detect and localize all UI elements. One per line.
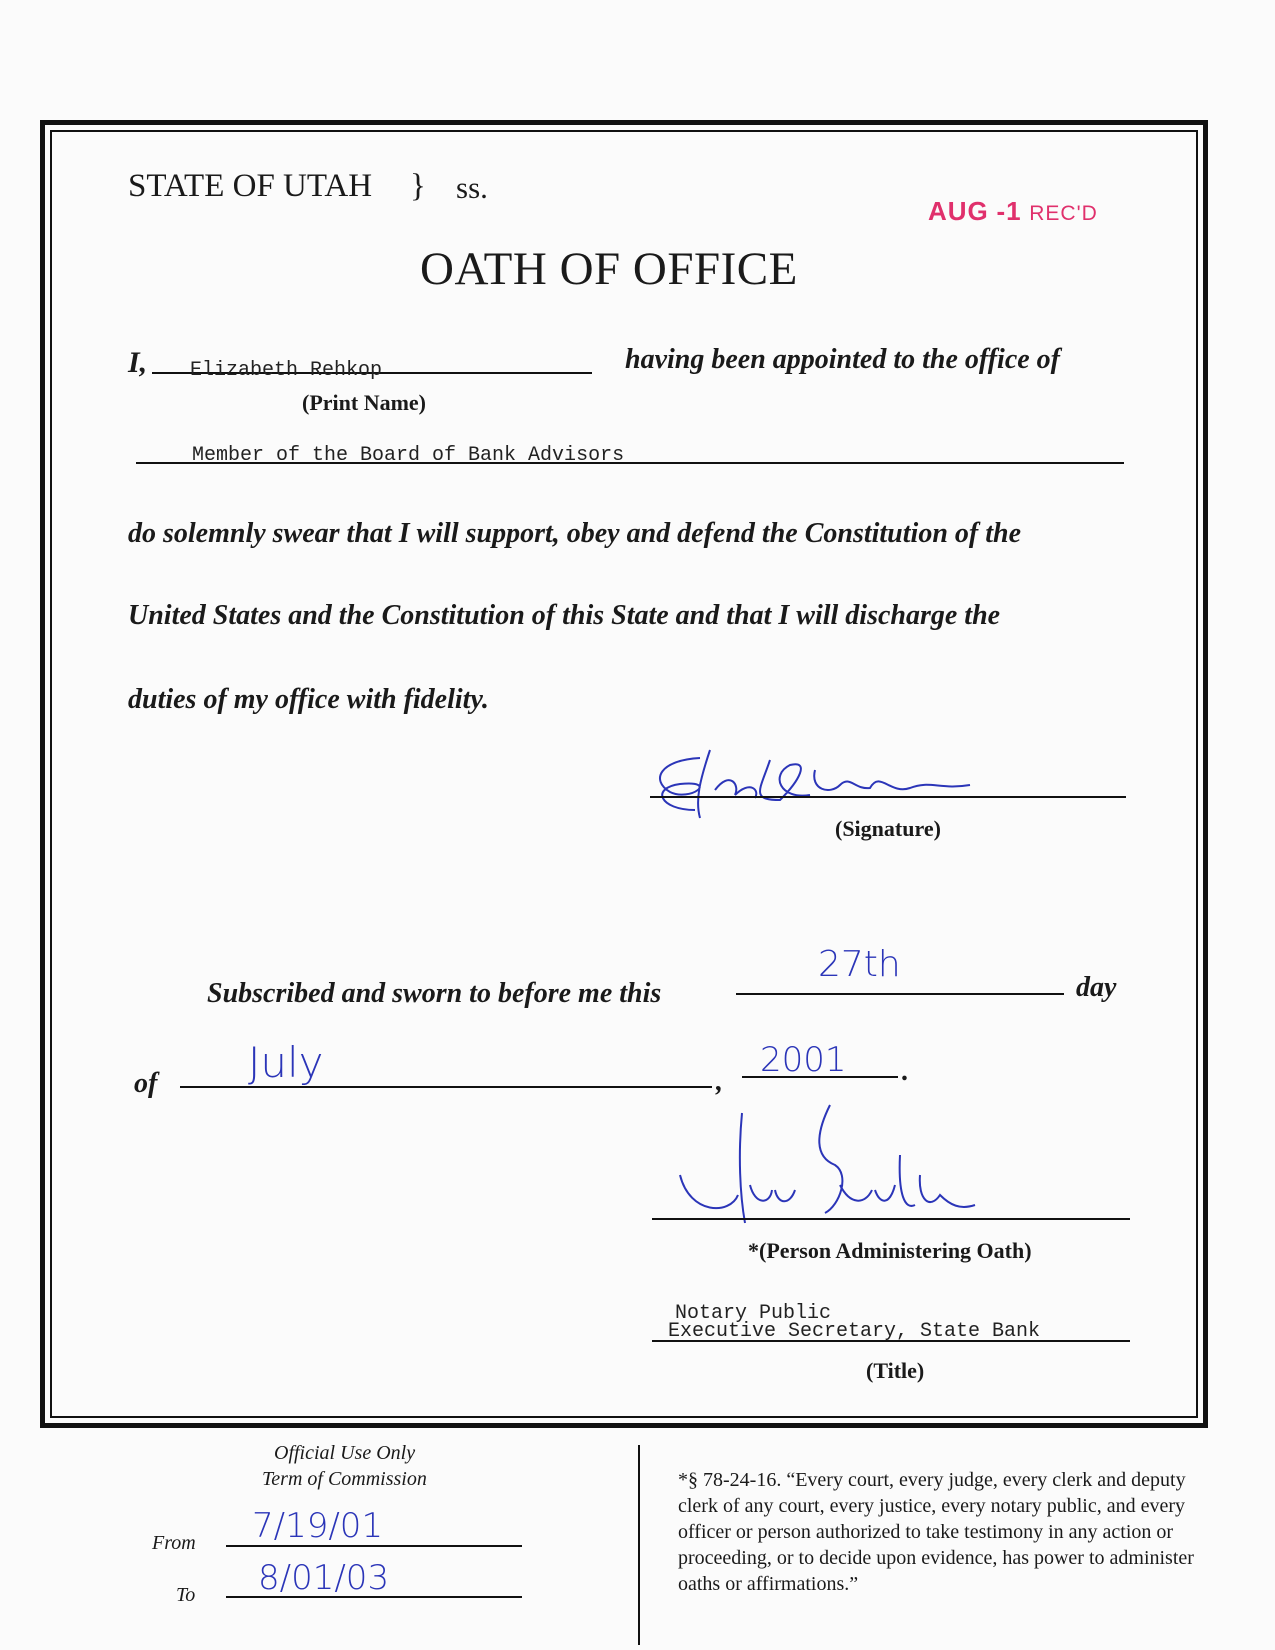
- ss-mark: ss.: [456, 170, 488, 205]
- i-label: I,: [128, 346, 148, 379]
- comma: ,: [716, 1066, 723, 1097]
- print-name-value: Elizabeth Rehkop: [190, 359, 383, 382]
- day-label: day: [1076, 972, 1117, 1003]
- page-title: OATH OF OFFICE: [420, 243, 798, 295]
- administrator-line: [652, 1218, 1130, 1220]
- office-value: Member of the Board of Bank Advisors: [192, 444, 625, 467]
- signature-image: [640, 740, 1020, 830]
- day-value: 27th: [818, 944, 901, 985]
- administrator-signature-image: [660, 1095, 1000, 1230]
- oath-line-2: United States and the Constitution of this State and that I will discharge the: [128, 600, 1001, 631]
- footer-divider: [638, 1445, 640, 1645]
- stamp-recd: REC'D: [1029, 202, 1098, 225]
- brace: }: [410, 168, 426, 204]
- appointed-text: having been appointed to the office of: [625, 344, 1060, 375]
- oath-line-3: duties of my office with fidelity.: [128, 684, 489, 715]
- title-line-1: Notary Public: [675, 1302, 832, 1325]
- administrator-caption: *(Person Administering Oath): [748, 1238, 1032, 1263]
- period: .: [902, 1056, 909, 1087]
- of-label: of: [134, 1068, 158, 1099]
- title-line: [652, 1340, 1130, 1342]
- received-stamp: [928, 196, 1098, 227]
- title-caption: (Title): [866, 1358, 925, 1383]
- inner-border: [50, 130, 1198, 1418]
- month-value: July: [248, 1038, 324, 1087]
- signature-caption: (Signature): [835, 816, 941, 841]
- statute-text: *§ 78-24-16. “Every court, every judge, every clerk and deputy clerk of any court, every justice, every notary public, and every officer or person authorized to take testimony in any action or proceeding, or to decide upon evidence, has power to administer oaths or affirmations.”: [678, 1469, 1194, 1595]
- from-value: 7/19/01: [252, 1506, 384, 1546]
- title-line-2: Executive Secretary, State Bank: [668, 1320, 1041, 1343]
- to-value: 8/01/03: [258, 1558, 390, 1598]
- day-line: [736, 993, 1064, 995]
- stamp-day: -1: [996, 196, 1022, 226]
- to-label: To: [176, 1584, 196, 1606]
- official-use-heading: Official Use Only: [274, 1442, 416, 1464]
- year-value: 2001: [760, 1040, 847, 1080]
- state-heading: STATE OF UTAH: [128, 168, 373, 204]
- sworn-intro: Subscribed and sworn to before me this: [207, 978, 662, 1009]
- print-name-caption: (Print Name): [302, 390, 427, 415]
- signature-line: [650, 796, 1126, 798]
- stamp-month: AUG: [928, 196, 989, 226]
- term-heading: Term of Commission: [262, 1468, 427, 1490]
- oath-line-1: do solemnly swear that I will support, obey and defend the Constitution of the: [128, 518, 1021, 549]
- from-label: From: [152, 1532, 196, 1554]
